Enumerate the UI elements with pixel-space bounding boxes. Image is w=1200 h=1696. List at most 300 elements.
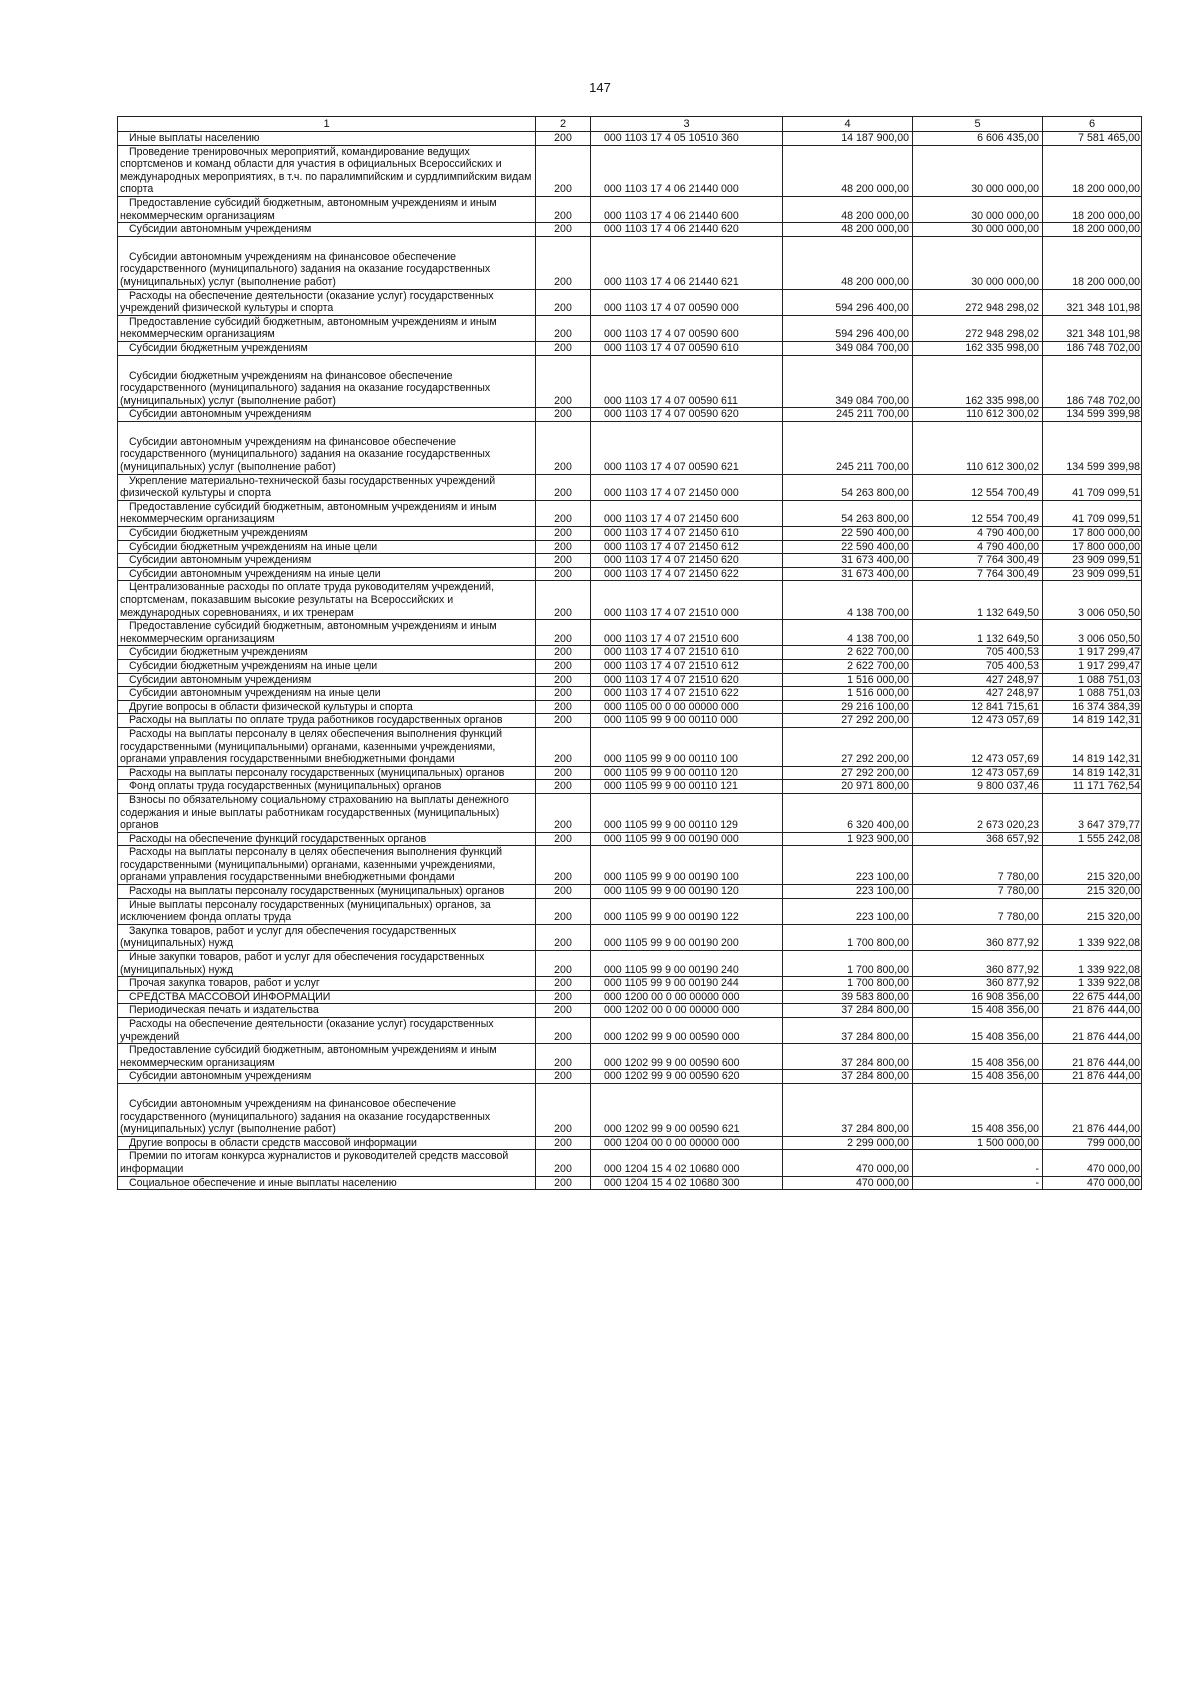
row-amount-col5: 30 000 000,00 — [913, 196, 1043, 222]
row-amount-col6: 3 006 050,50 — [1043, 581, 1142, 620]
table-row — [118, 236, 1142, 289]
row-amount-col4: 22 590 400,00 — [783, 540, 913, 554]
row-amount-col4: 223 100,00 — [783, 898, 913, 924]
column-header: 3 — [591, 117, 783, 132]
row-classification-code: 000 1103 17 4 07 00590 000 — [591, 289, 783, 315]
row-classification-code: 000 1202 99 9 00 00590 600 — [591, 1044, 783, 1070]
row-classification-code: 000 1103 17 4 07 21510 622 — [591, 687, 783, 701]
row-description — [118, 766, 536, 780]
row-amount-col6: 1 088 751,03 — [1043, 673, 1142, 687]
row-description-text: Взносы по обязательному социальному страхованию на выплаты денежного содержания и иные выплаты работникам государственных (муниципальных) органов — [120, 793, 509, 832]
row-amount-col6: 21 876 444,00 — [1043, 1070, 1142, 1084]
row-description — [118, 567, 536, 581]
row-amount-col4: 37 284 800,00 — [783, 1018, 913, 1044]
row-amount-col5: 7 780,00 — [913, 846, 1043, 885]
row-amount-col6: 215 320,00 — [1043, 898, 1142, 924]
row-amount-col4: 22 590 400,00 — [783, 527, 913, 541]
row-amount-col5: 110 612 300,02 — [913, 421, 1043, 474]
row-description-text: Субсидии бюджетным учреждениям на иные цели — [129, 659, 378, 672]
table-row — [118, 145, 1142, 196]
row-description-text: Субсидии бюджетным учреждениям на иные цели — [129, 540, 378, 553]
row-classification-code: 000 1103 17 4 07 21450 622 — [591, 567, 783, 581]
row-amount-col5: 4 790 400,00 — [913, 527, 1043, 541]
row-description-text: Прочая закупка товаров, работ и услуг — [129, 977, 320, 990]
table-row — [118, 1136, 1142, 1150]
row-amount-col6: 17 800 000,00 — [1043, 527, 1142, 541]
row-code: 200 — [536, 196, 591, 222]
row-amount-col4: 1 700 800,00 — [783, 977, 913, 991]
table-row — [118, 990, 1142, 1004]
table-row — [118, 714, 1142, 728]
row-classification-code: 000 1103 17 4 07 21510 600 — [591, 620, 783, 646]
row-description-text: Централизованные расходы по оплате труда руководителям учреждений, спортсменам, показавшим высокие результаты на Всероссийских и международных соревнованиях, и их тренерам — [120, 581, 495, 619]
row-classification-code: 000 1103 17 4 05 10510 360 — [591, 132, 783, 146]
table-body — [118, 117, 1142, 1190]
row-amount-col4: 31 673 400,00 — [783, 554, 913, 568]
column-header: 5 — [913, 117, 1043, 132]
row-amount-col6: 1 088 751,03 — [1043, 687, 1142, 701]
row-amount-col4: 48 200 000,00 — [783, 236, 913, 289]
row-amount-col5: 30 000 000,00 — [913, 223, 1043, 237]
row-amount-col4: 594 296 400,00 — [783, 289, 913, 315]
row-description — [118, 1136, 536, 1150]
table-row — [118, 832, 1142, 846]
row-amount-col6: 18 200 000,00 — [1043, 223, 1142, 237]
row-code: 200 — [536, 766, 591, 780]
row-description-text: Субсидии бюджетным учреждениям — [129, 646, 308, 659]
row-amount-col5: 360 877,92 — [913, 951, 1043, 977]
row-code: 200 — [536, 990, 591, 1004]
row-classification-code: 000 1103 17 4 07 00590 620 — [591, 408, 783, 422]
row-code: 200 — [536, 1136, 591, 1150]
row-code: 200 — [536, 581, 591, 620]
row-amount-col6: 14 819 142,31 — [1043, 766, 1142, 780]
row-amount-col5: 272 948 298,02 — [913, 289, 1043, 315]
row-amount-col5: 16 908 356,00 — [913, 990, 1043, 1004]
row-classification-code: 000 1202 00 0 00 00000 000 — [591, 1004, 783, 1018]
row-description-text: Субсидии автономным учреждениям — [129, 673, 312, 686]
row-description — [118, 315, 536, 341]
row-amount-col5: 705 400,53 — [913, 659, 1043, 673]
row-code: 200 — [536, 673, 591, 687]
row-classification-code: 000 1105 00 0 00 00000 000 — [591, 700, 783, 714]
row-description-text: Другие вопросы в области физической культуры и спорта — [129, 700, 413, 713]
row-amount-col5: 110 612 300,02 — [913, 408, 1043, 422]
row-description-text: Субсидии автономным учреждениям — [129, 554, 312, 567]
row-amount-col5: 7 764 300,49 — [913, 567, 1043, 581]
row-code: 200 — [536, 700, 591, 714]
row-amount-col6: 21 876 444,00 — [1043, 1044, 1142, 1070]
row-description — [118, 1176, 536, 1190]
row-amount-col6: 41 709 099,51 — [1043, 500, 1142, 526]
row-amount-col6: 21 876 444,00 — [1043, 1083, 1142, 1136]
row-description — [118, 1004, 536, 1018]
row-amount-col5: 30 000 000,00 — [913, 236, 1043, 289]
row-description-text: Укрепление материально-технической базы государственных учреждений физической культуры и спорта — [120, 474, 496, 500]
row-code: 200 — [536, 620, 591, 646]
row-code: 200 — [536, 646, 591, 660]
row-amount-col6: 470 000,00 — [1043, 1150, 1142, 1176]
row-amount-col4: 1 516 000,00 — [783, 687, 913, 701]
row-amount-col6: 3 647 379,77 — [1043, 793, 1142, 832]
row-amount-col5: 705 400,53 — [913, 646, 1043, 660]
table-row — [118, 951, 1142, 977]
row-amount-col6: 23 909 099,51 — [1043, 567, 1142, 581]
row-amount-col6: 321 348 101,98 — [1043, 315, 1142, 341]
row-code: 200 — [536, 977, 591, 991]
table-row — [118, 780, 1142, 794]
row-description — [118, 780, 536, 794]
row-classification-code: 000 1105 99 9 00 00110 120 — [591, 766, 783, 780]
row-description — [118, 1018, 536, 1044]
row-description — [118, 527, 536, 541]
row-amount-col6: 799 000,00 — [1043, 1136, 1142, 1150]
row-description — [118, 714, 536, 728]
row-code: 200 — [536, 1018, 591, 1044]
row-code: 200 — [536, 145, 591, 196]
row-amount-col5: 1 500 000,00 — [913, 1136, 1043, 1150]
table-row — [118, 673, 1142, 687]
column-header: 1 — [118, 117, 536, 132]
row-amount-col6: 14 819 142,31 — [1043, 727, 1142, 766]
row-amount-col5: 427 248,97 — [913, 687, 1043, 701]
page-number: 147 — [589, 80, 611, 95]
row-description — [118, 236, 536, 289]
table-row — [118, 289, 1142, 315]
row-description — [118, 832, 536, 846]
row-amount-col6: 186 748 702,00 — [1043, 355, 1142, 408]
row-description-text: Расходы на обеспечение функций государственных органов — [129, 832, 427, 845]
row-amount-col5: 12 473 057,69 — [913, 766, 1043, 780]
row-classification-code: 000 1105 99 9 00 00110 000 — [591, 714, 783, 728]
row-code: 200 — [536, 474, 591, 500]
table-row — [118, 554, 1142, 568]
row-code: 200 — [536, 1150, 591, 1176]
row-amount-col4: 4 138 700,00 — [783, 620, 913, 646]
row-amount-col4: 4 138 700,00 — [783, 581, 913, 620]
row-description-text: Предоставление субсидий бюджетным, автономным учреждениям и иным некоммерческим организациям — [120, 1044, 497, 1069]
row-amount-col6: 134 599 399,98 — [1043, 408, 1142, 422]
row-description-text: Субсидии автономным учреждениям на иные цели — [129, 687, 381, 700]
row-amount-col4: 48 200 000,00 — [783, 145, 913, 196]
table-row — [118, 1070, 1142, 1084]
table-row — [118, 408, 1142, 422]
row-classification-code: 000 1103 17 4 06 21440 620 — [591, 223, 783, 237]
row-description-text: Другие вопросы в области средств массовой информации — [129, 1136, 417, 1149]
row-description — [118, 990, 536, 1004]
row-description-text: Закупка товаров, работ и услуг для обеспечения государственных (муниципальных) нужд — [120, 924, 457, 950]
row-classification-code: 000 1105 99 9 00 00190 000 — [591, 832, 783, 846]
row-description-text: Предоставление субсидий бюджетным, автономным учреждениям и иным некоммерческим организациям — [120, 500, 497, 526]
row-amount-col5: 15 408 356,00 — [913, 1070, 1043, 1084]
row-amount-col4: 349 084 700,00 — [783, 341, 913, 355]
row-amount-col4: 2 299 000,00 — [783, 1136, 913, 1150]
row-classification-code: 000 1103 17 4 06 21440 000 — [591, 145, 783, 196]
row-amount-col6: 321 348 101,98 — [1043, 289, 1142, 315]
row-description — [118, 885, 536, 899]
table-row — [118, 540, 1142, 554]
table-row — [118, 1176, 1142, 1190]
table-row — [118, 846, 1142, 885]
table-row — [118, 196, 1142, 222]
row-description-text: Расходы на выплаты персоналу государственных (муниципальных) органов — [129, 885, 505, 898]
row-classification-code: 000 1105 99 9 00 00190 122 — [591, 898, 783, 924]
row-classification-code: 000 1103 17 4 07 00590 611 — [591, 355, 783, 408]
table-row — [118, 687, 1142, 701]
row-classification-code: 000 1105 99 9 00 00190 244 — [591, 977, 783, 991]
row-code: 200 — [536, 540, 591, 554]
row-classification-code: 000 1103 17 4 07 21510 610 — [591, 646, 783, 660]
row-description — [118, 659, 536, 673]
row-description — [118, 673, 536, 687]
row-amount-col4: 37 284 800,00 — [783, 1044, 913, 1070]
row-code: 200 — [536, 355, 591, 408]
row-description — [118, 646, 536, 660]
row-description — [118, 687, 536, 701]
row-amount-col4: 27 292 200,00 — [783, 766, 913, 780]
row-classification-code: 000 1105 99 9 00 00110 129 — [591, 793, 783, 832]
row-amount-col4: 29 216 100,00 — [783, 700, 913, 714]
row-description — [118, 1044, 536, 1070]
row-description-text: Премии по итогам конкурса журналистов и руководителей средств массовой информации — [120, 1150, 509, 1175]
row-amount-col5: 162 335 998,00 — [913, 355, 1043, 408]
row-code: 200 — [536, 500, 591, 526]
row-amount-col6: 18 200 000,00 — [1043, 236, 1142, 289]
row-amount-col4: 54 263 800,00 — [783, 500, 913, 526]
row-description-text: Субсидии автономным учреждениям — [129, 408, 312, 421]
table-row — [118, 659, 1142, 673]
row-amount-col5: 12 554 700,49 — [913, 500, 1043, 526]
row-classification-code: 000 1103 17 4 07 21450 620 — [591, 554, 783, 568]
row-description — [118, 145, 536, 196]
table-row — [118, 132, 1142, 146]
row-amount-col4: 1 700 800,00 — [783, 924, 913, 950]
row-amount-col4: 31 673 400,00 — [783, 567, 913, 581]
row-code: 200 — [536, 1044, 591, 1070]
row-amount-col6: 23 909 099,51 — [1043, 554, 1142, 568]
row-description-text: Расходы на выплаты персоналу в целях обеспечения выполнения функций государственными (муниципальными) органами, казенными учреждениями, органами управления государственными внебюджетными фондами — [120, 846, 503, 884]
row-amount-col6: 41 709 099,51 — [1043, 474, 1142, 500]
row-description — [118, 554, 536, 568]
row-amount-col6: 1 555 242,08 — [1043, 832, 1142, 846]
row-code: 200 — [536, 223, 591, 237]
row-amount-col5: 7 780,00 — [913, 885, 1043, 899]
row-code: 200 — [536, 315, 591, 341]
table-row — [118, 1044, 1142, 1070]
row-amount-col5: 360 877,92 — [913, 924, 1043, 950]
row-amount-col6: 134 599 399,98 — [1043, 421, 1142, 474]
row-amount-col4: 27 292 200,00 — [783, 727, 913, 766]
row-description-text: Субсидии бюджетным учреждениям — [129, 341, 308, 354]
row-code: 200 — [536, 924, 591, 950]
row-amount-col5: 15 408 356,00 — [913, 1044, 1043, 1070]
row-amount-col5: 15 408 356,00 — [913, 1004, 1043, 1018]
row-description-text: Расходы на обеспечение деятельности (оказание услуг) государственных учреждений физической культуры и спорта — [120, 289, 494, 315]
row-amount-col4: 594 296 400,00 — [783, 315, 913, 341]
row-description-text: Социальное обеспечение и иные выплаты населению — [129, 1176, 397, 1189]
table-row — [118, 885, 1142, 899]
row-amount-col4: 245 211 700,00 — [783, 408, 913, 422]
row-code: 200 — [536, 1004, 591, 1018]
row-classification-code: 000 1103 17 4 07 00590 600 — [591, 315, 783, 341]
row-description — [118, 540, 536, 554]
row-description — [118, 421, 536, 474]
row-description-text: Субсидии автономным учреждениям на иные цели — [129, 567, 381, 580]
row-description — [118, 581, 536, 620]
table-row — [118, 223, 1142, 237]
row-amount-col6: 1 339 922,08 — [1043, 951, 1142, 977]
row-code: 200 — [536, 832, 591, 846]
row-description-text: Субсидии автономным учреждениям на финансовое обеспечение государственного (муниципального) задания на оказание государственных (муниципальных) услуг (выполнение работ) — [120, 435, 491, 474]
row-amount-col6: 1 917 299,47 — [1043, 659, 1142, 673]
row-description — [118, 223, 536, 237]
row-amount-col5: 427 248,97 — [913, 673, 1043, 687]
row-amount-col5: 272 948 298,02 — [913, 315, 1043, 341]
row-amount-col4: 2 622 700,00 — [783, 646, 913, 660]
row-amount-col6: 215 320,00 — [1043, 846, 1142, 885]
row-amount-col6: 11 171 762,54 — [1043, 780, 1142, 794]
row-amount-col5: 368 657,92 — [913, 832, 1043, 846]
row-classification-code: 000 1103 17 4 07 00590 621 — [591, 421, 783, 474]
row-amount-col4: 37 284 800,00 — [783, 1070, 913, 1084]
row-description-text: СРЕДСТВА МАССОВОЙ ИНФОРМАЦИИ — [129, 990, 331, 1003]
row-classification-code: 000 1204 00 0 00 00000 000 — [591, 1136, 783, 1150]
row-description-text: Иные выплаты населению — [129, 132, 260, 144]
row-amount-col4: 1 516 000,00 — [783, 673, 913, 687]
row-amount-col5: 12 473 057,69 — [913, 714, 1043, 728]
row-description-text: Субсидии автономным учреждениям на финансовое обеспечение государственного (муниципального) задания на оказание государственных (муниципальных) услуг (выполнение работ) — [120, 250, 491, 288]
row-amount-col6: 22 675 444,00 — [1043, 990, 1142, 1004]
row-description-text: Субсидии автономным учреждениям — [129, 1070, 312, 1083]
table-row — [118, 1004, 1142, 1018]
row-description — [118, 196, 536, 222]
row-amount-col4: 20 971 800,00 — [783, 780, 913, 794]
row-amount-col5: - — [913, 1150, 1043, 1176]
row-description-text: Предоставление субсидий бюджетным, автономным учреждениям и иным некоммерческим организациям — [120, 620, 497, 645]
row-code: 200 — [536, 527, 591, 541]
table-row — [118, 341, 1142, 355]
row-amount-col5: 162 335 998,00 — [913, 341, 1043, 355]
row-amount-col6: 1 917 299,47 — [1043, 646, 1142, 660]
row-code: 200 — [536, 554, 591, 568]
row-amount-col6: 470 000,00 — [1043, 1176, 1142, 1190]
row-code: 200 — [536, 567, 591, 581]
row-description-text: Субсидии бюджетным учреждениям на финансовое обеспечение государственного (муниципального) задания на оказание государственных (муниципальных) услуг (выполнение работ) — [120, 369, 491, 407]
table-row — [118, 793, 1142, 832]
row-description-text: Субсидии автономным учреждениям — [129, 223, 312, 236]
row-code: 200 — [536, 793, 591, 832]
row-description — [118, 474, 536, 500]
table-row — [118, 727, 1142, 766]
row-code: 200 — [536, 885, 591, 899]
row-classification-code: 000 1202 99 9 00 00590 000 — [591, 1018, 783, 1044]
row-description — [118, 793, 536, 832]
row-amount-col5: 15 408 356,00 — [913, 1083, 1043, 1136]
row-classification-code: 000 1103 17 4 07 21450 600 — [591, 500, 783, 526]
row-classification-code: 000 1202 99 9 00 00590 620 — [591, 1070, 783, 1084]
row-description — [118, 1150, 536, 1176]
row-description-text: Расходы на выплаты персоналу государственных (муниципальных) органов — [129, 766, 505, 779]
column-header-row — [118, 117, 1142, 132]
row-description-text: Проведение тренировочных мероприятий, командирование ведущих спортсменов и команд области для участия в официальных Всероссийских и международных мероприятиях, в т.ч. по паралимпийским и сурдлимпийским видам спорта — [120, 145, 532, 196]
row-amount-col6: 215 320,00 — [1043, 885, 1142, 899]
row-description — [118, 1070, 536, 1084]
table-row — [118, 527, 1142, 541]
row-description — [118, 355, 536, 408]
row-description — [118, 132, 536, 146]
row-amount-col4: 6 320 400,00 — [783, 793, 913, 832]
row-classification-code: 000 1103 17 4 07 21510 000 — [591, 581, 783, 620]
row-classification-code: 000 1204 15 4 02 10680 300 — [591, 1176, 783, 1190]
row-description-text: Иные закупки товаров, работ и услуг для обеспечения государственных (муниципальных) нужд — [120, 951, 485, 976]
row-amount-col6: 3 006 050,50 — [1043, 620, 1142, 646]
row-description-text: Предоставление субсидий бюджетным, автономным учреждениям и иным некоммерческим организациям — [120, 315, 497, 341]
row-amount-col4: 48 200 000,00 — [783, 196, 913, 222]
row-amount-col5: 30 000 000,00 — [913, 145, 1043, 196]
row-description-text: Субсидии автономным учреждениям на финансовое обеспечение государственного (муниципального) задания на оказание государственных (муниципальных) услуг (выполнение работ) — [120, 1097, 491, 1136]
row-code: 200 — [536, 659, 591, 673]
row-code: 200 — [536, 714, 591, 728]
row-amount-col5: 9 800 037,46 — [913, 780, 1043, 794]
row-code: 200 — [536, 951, 591, 977]
row-code: 200 — [536, 408, 591, 422]
table-row — [118, 977, 1142, 991]
row-description — [118, 289, 536, 315]
row-description-text: Расходы на выплаты персоналу в целях обеспечения выполнения функций государственными (муниципальными) органами, казенными учреждениями, органами управления государственными внебюджетными фондами — [120, 727, 503, 766]
row-amount-col4: 349 084 700,00 — [783, 355, 913, 408]
row-description-text: Субсидии бюджетным учреждениям — [129, 527, 308, 540]
row-code: 200 — [536, 1070, 591, 1084]
row-classification-code: 000 1103 17 4 07 21510 620 — [591, 673, 783, 687]
column-header: 6 — [1043, 117, 1142, 132]
row-amount-col5: 360 877,92 — [913, 977, 1043, 991]
row-amount-col5: 7 780,00 — [913, 898, 1043, 924]
row-classification-code: 000 1202 99 9 00 00590 621 — [591, 1083, 783, 1136]
table-row — [118, 898, 1142, 924]
row-description — [118, 727, 536, 766]
table-row — [118, 620, 1142, 646]
row-amount-col4: 223 100,00 — [783, 846, 913, 885]
row-amount-col4: 470 000,00 — [783, 1176, 913, 1190]
column-header: 4 — [783, 117, 913, 132]
row-amount-col4: 245 211 700,00 — [783, 421, 913, 474]
table-row — [118, 700, 1142, 714]
row-classification-code: 000 1200 00 0 00 00000 000 — [591, 990, 783, 1004]
row-description-text: Расходы на обеспечение деятельности (оказание услуг) государственных учреждений — [120, 1018, 494, 1043]
table-row — [118, 1150, 1142, 1176]
row-amount-col4: 39 583 800,00 — [783, 990, 913, 1004]
table-row — [118, 421, 1142, 474]
row-amount-col5: 2 673 020,23 — [913, 793, 1043, 832]
row-amount-col4: 27 292 200,00 — [783, 714, 913, 728]
table-row — [118, 315, 1142, 341]
row-amount-col4: 2 622 700,00 — [783, 659, 913, 673]
row-amount-col5: - — [913, 1176, 1043, 1190]
row-description-text: Иные выплаты персоналу государственных (муниципальных) органов, за исключением фонда оплаты труда — [120, 898, 491, 924]
row-amount-col4: 37 284 800,00 — [783, 1004, 913, 1018]
table-row — [118, 646, 1142, 660]
row-description — [118, 500, 536, 526]
table-row — [118, 581, 1142, 620]
row-description — [118, 951, 536, 977]
row-amount-col4: 54 263 800,00 — [783, 474, 913, 500]
row-code: 200 — [536, 780, 591, 794]
row-classification-code: 000 1103 17 4 07 21450 610 — [591, 527, 783, 541]
row-amount-col5: 1 132 649,50 — [913, 620, 1043, 646]
row-amount-col5: 7 764 300,49 — [913, 554, 1043, 568]
row-code: 200 — [536, 727, 591, 766]
row-classification-code: 000 1103 17 4 07 21510 612 — [591, 659, 783, 673]
